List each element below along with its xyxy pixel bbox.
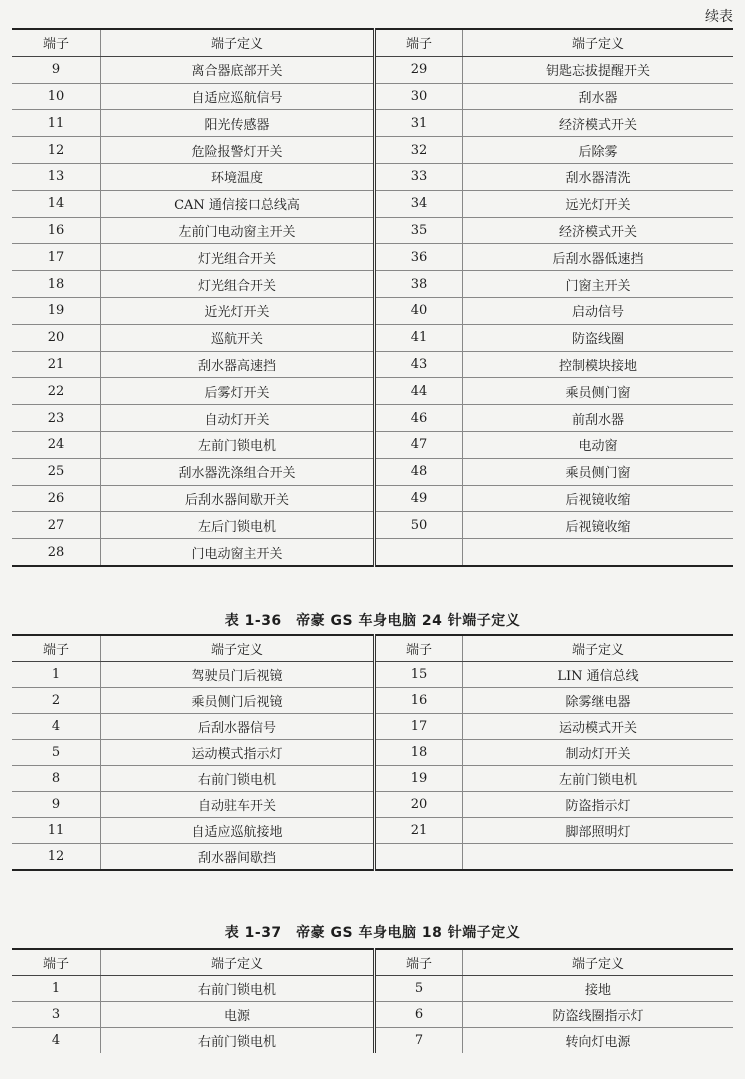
terminal-definition: 灯光组合开关 [101, 271, 375, 298]
terminal-definition: 刮水器清洗 [463, 163, 734, 190]
header-definition: 端子定义 [463, 29, 734, 56]
terminal-definition: 自动灯开关 [101, 405, 375, 432]
table-row [12, 1028, 733, 1054]
terminal-definition: 刮水器洗涤组合开关 [101, 458, 375, 485]
terminal-definition: 脚部照明灯 [463, 818, 734, 844]
terminal-number: 7 [375, 1028, 463, 1054]
terminal-number: 3 [12, 1002, 101, 1028]
table-row [12, 431, 733, 458]
terminal-definition: 乘员侧门后视镜 [101, 688, 375, 714]
terminal-number: 8 [12, 766, 101, 792]
header-terminal: 端子 [12, 949, 101, 976]
terminal-definition: 乘员侧门窗 [463, 458, 734, 485]
terminal-number: 44 [375, 378, 463, 405]
terminal-number: 16 [12, 217, 101, 244]
terminal-number: 21 [12, 351, 101, 378]
terminal-definition: 防盗线圈 [463, 324, 734, 351]
table-row [12, 792, 733, 818]
terminal-number [375, 539, 463, 566]
terminal-number: 50 [375, 512, 463, 539]
table-row [12, 378, 733, 405]
terminal-number: 1 [12, 662, 101, 688]
continued-label: 续表 [705, 9, 733, 25]
terminal-number: 12 [12, 844, 101, 871]
table-caption-1-36: 表 1-36 帝豪 GS 车身电脑 24 针端子定义 [224, 613, 521, 629]
table-row [12, 271, 733, 298]
terminal-table-24-pin [12, 634, 733, 871]
terminal-number: 22 [12, 378, 101, 405]
table-row [12, 297, 733, 324]
terminal-definition: 后刮水器间歇开关 [101, 485, 375, 512]
terminal-number [375, 844, 463, 871]
header-definition: 端子定义 [463, 635, 734, 662]
header-definition: 端子定义 [101, 29, 375, 56]
table-row [12, 110, 733, 137]
terminal-number: 9 [12, 56, 101, 83]
table-row [12, 714, 733, 740]
terminal-definition: 刮水器高速挡 [101, 351, 375, 378]
terminal-definition: 远光灯开关 [463, 190, 734, 217]
terminal-number: 23 [12, 405, 101, 432]
terminal-number: 1 [12, 976, 101, 1002]
terminal-number: 25 [12, 458, 101, 485]
terminal-number: 34 [375, 190, 463, 217]
terminal-definition: 制动灯开关 [463, 740, 734, 766]
terminal-definition [463, 844, 734, 871]
terminal-definition: 后刮水器信号 [101, 714, 375, 740]
terminal-definition: 阳光传感器 [101, 110, 375, 137]
terminal-definition: 经济模式开关 [463, 217, 734, 244]
terminal-definition: 门电动窗主开关 [191, 546, 283, 562]
header-definition: 端子定义 [463, 949, 734, 976]
table-row [12, 458, 733, 485]
terminal-definition: 自适应巡航信号 [101, 83, 375, 110]
terminal-number: 30 [375, 83, 463, 110]
terminal-number: 43 [375, 351, 463, 378]
table-row [12, 485, 733, 512]
terminal-definition: 近光灯开关 [101, 297, 375, 324]
terminal-number: 16 [375, 688, 463, 714]
terminal-definition: 控制模块接地 [463, 351, 734, 378]
terminal-definition: 除雾继电器 [463, 688, 734, 714]
table-row [12, 1002, 733, 1028]
terminal-number: 49 [375, 485, 463, 512]
terminal-definition: 右前门锁电机 [197, 1035, 276, 1050]
table-caption-1-37: 表 1-37 帝豪 GS 车身电脑 18 针端子定义 [224, 925, 521, 941]
table-row [12, 818, 733, 844]
terminal-number: 4 [12, 1028, 101, 1054]
terminal-definition: 左后门锁电机 [101, 512, 375, 539]
terminal-number: 20 [375, 792, 463, 818]
terminal-number: 46 [375, 405, 463, 432]
terminal-definition: 启动信号 [463, 297, 734, 324]
table-row [12, 163, 733, 190]
terminal-number: 19 [12, 297, 101, 324]
table-row [12, 351, 733, 378]
terminal-number: 5 [375, 976, 463, 1002]
table-row [12, 244, 733, 271]
terminal-definition: 环境温度 [101, 163, 375, 190]
terminal-definition: 接地 [463, 976, 734, 1002]
terminal-number: 18 [375, 740, 463, 766]
header-definition: 端子定义 [101, 949, 375, 976]
terminal-definition: 后刮水器低速挡 [463, 244, 734, 271]
terminal-definition: 电动窗 [463, 431, 734, 458]
header-terminal: 端子 [12, 635, 101, 662]
terminal-definition: 转向灯电源 [565, 1035, 631, 1050]
terminal-number: 12 [12, 137, 101, 164]
terminal-definition: 危险报警灯开关 [101, 137, 375, 164]
terminal-definition: LIN 通信总线 [463, 662, 734, 688]
table-row [12, 662, 733, 688]
terminal-number: 28 [12, 539, 101, 566]
terminal-definition: 右前门锁电机 [101, 976, 375, 1002]
terminal-number: 10 [12, 83, 101, 110]
terminal-number: 17 [375, 714, 463, 740]
terminal-definition: 防盗线圈指示灯 [463, 1002, 734, 1028]
terminal-number: 2 [12, 688, 101, 714]
terminal-table-continued [12, 28, 733, 567]
terminal-definition: 经济模式开关 [463, 110, 734, 137]
terminal-definition: 防盗指示灯 [463, 792, 734, 818]
table-row [12, 405, 733, 432]
header-definition: 端子定义 [101, 635, 375, 662]
terminal-number: 17 [12, 244, 101, 271]
terminal-definition: 后视镜收缩 [463, 485, 734, 512]
table-row [12, 190, 733, 217]
terminal-definition: 刮水器 [463, 83, 734, 110]
terminal-definition: 门窗主开关 [463, 271, 734, 298]
terminal-number: 19 [375, 766, 463, 792]
header-terminal: 端子 [12, 29, 101, 56]
terminal-number: 32 [375, 137, 463, 164]
header-terminal: 端子 [375, 949, 463, 976]
table-row [12, 56, 733, 83]
terminal-number: 14 [12, 190, 101, 217]
terminal-number: 41 [375, 324, 463, 351]
terminal-number: 13 [12, 163, 101, 190]
terminal-number: 31 [375, 110, 463, 137]
table-header-row [12, 29, 733, 56]
terminal-definition: 钥匙忘拔提醒开关 [463, 56, 734, 83]
terminal-number: 11 [12, 818, 101, 844]
terminal-number: 20 [12, 324, 101, 351]
table-row [12, 217, 733, 244]
terminal-definition: 前刮水器 [463, 405, 734, 432]
terminal-definition [463, 539, 734, 566]
terminal-definition: 后雾灯开关 [101, 378, 375, 405]
terminal-number: 26 [12, 485, 101, 512]
terminal-definition: 左前门锁电机 [463, 766, 734, 792]
table-row [12, 324, 733, 351]
terminal-definition: 右前门锁电机 [101, 766, 375, 792]
table-row [12, 688, 733, 714]
table-row [12, 766, 733, 792]
terminal-definition: 后除雾 [463, 137, 734, 164]
terminal-number: 9 [12, 792, 101, 818]
table-row [12, 137, 733, 164]
terminal-number: 33 [375, 163, 463, 190]
table-row [12, 740, 733, 766]
terminal-table-18-pin [12, 948, 733, 1053]
terminal-definition: CAN 通信接口总线高 [101, 190, 375, 217]
terminal-definition: 自适应巡航接地 [101, 818, 375, 844]
terminal-number: 21 [375, 818, 463, 844]
terminal-number: 35 [375, 217, 463, 244]
terminal-definition: 驾驶员门后视镜 [101, 662, 375, 688]
table-header-row [12, 949, 733, 976]
terminal-definition: 电源 [101, 1002, 375, 1028]
terminal-definition: 灯光组合开关 [101, 244, 375, 271]
terminal-number: 27 [12, 512, 101, 539]
table-row [12, 539, 733, 566]
terminal-number: 29 [375, 56, 463, 83]
terminal-number: 48 [375, 458, 463, 485]
terminal-definition: 运动模式指示灯 [101, 740, 375, 766]
terminal-number: 40 [375, 297, 463, 324]
terminal-number: 38 [375, 271, 463, 298]
terminal-definition: 左前门锁电机 [101, 431, 375, 458]
table-row [12, 83, 733, 110]
terminal-number: 18 [12, 271, 101, 298]
terminal-number: 6 [375, 1002, 463, 1028]
terminal-number: 11 [12, 110, 101, 137]
terminal-definition: 离合器底部开关 [101, 56, 375, 83]
header-terminal: 端子 [375, 29, 463, 56]
terminal-definition: 后视镜收缩 [463, 512, 734, 539]
table-row [12, 976, 733, 1002]
terminal-number: 36 [375, 244, 463, 271]
terminal-definition: 自动驻车开关 [101, 792, 375, 818]
table-header-row [12, 635, 733, 662]
header-terminal: 端子 [375, 635, 463, 662]
terminal-number: 24 [12, 431, 101, 458]
terminal-number: 47 [375, 431, 463, 458]
terminal-definition: 乘员侧门窗 [463, 378, 734, 405]
terminal-definition: 运动模式开关 [463, 714, 734, 740]
terminal-definition: 巡航开关 [101, 324, 375, 351]
table-row [12, 512, 733, 539]
terminal-number: 4 [12, 714, 101, 740]
terminal-number: 5 [12, 740, 101, 766]
table-row [12, 844, 733, 871]
terminal-definition: 刮水器间歇挡 [197, 851, 276, 866]
terminal-number: 15 [375, 662, 463, 688]
terminal-definition: 左前门电动窗主开关 [101, 217, 375, 244]
